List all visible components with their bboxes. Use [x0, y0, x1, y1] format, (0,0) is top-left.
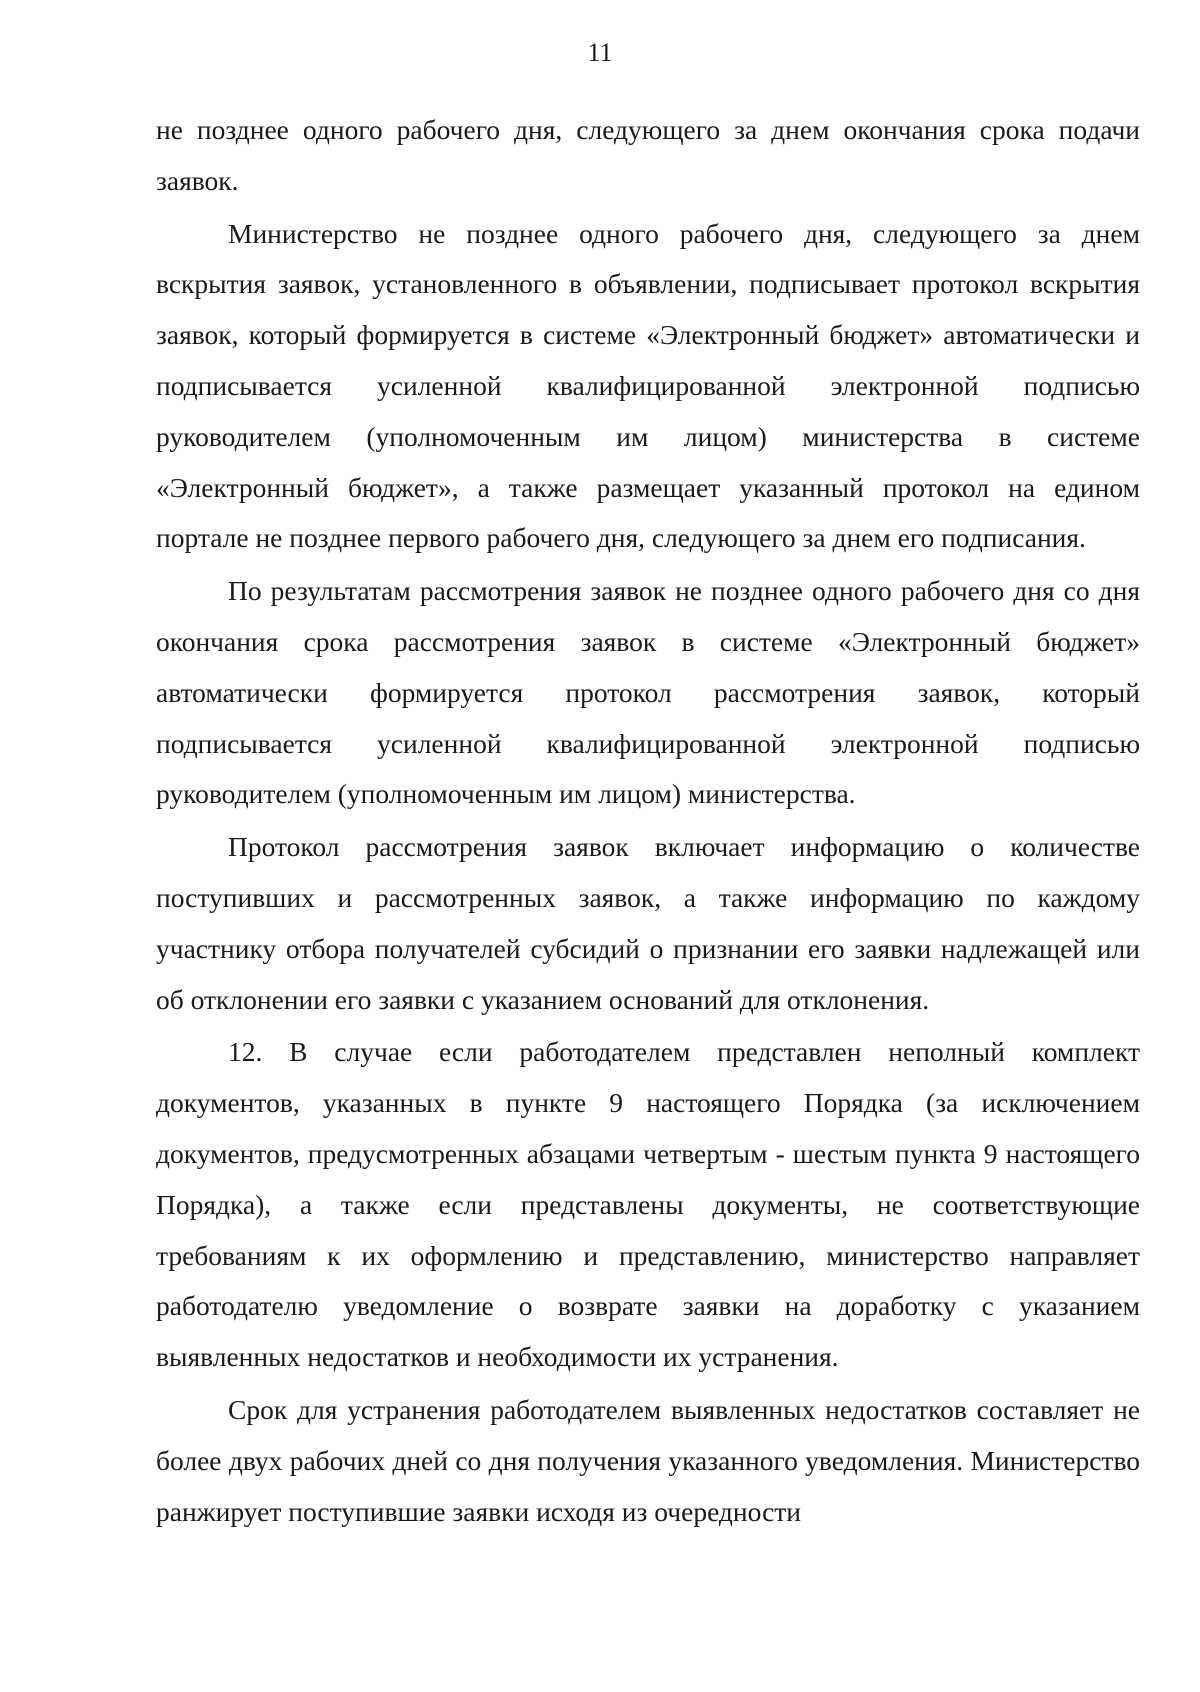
page-number: 11	[587, 38, 613, 67]
paragraph-continuation: не позднее одного рабочего дня, следующего за днем окончания срока подачи заявок.	[156, 114, 1140, 196]
paragraph-deadline-correction: Срок для устранения работодателем выявленных недостатков составляет не более двух рабочих дней со дня получения указанного уведомления. Министерство ранжирует поступившие заявки исходя из очередности	[156, 1393, 1140, 1527]
paragraph-item-12: 12. В случае если работодателем представлен неполный комплект документов, указанных в пункте 9 настоящего Порядка (за исключением документов, предусмотренных абзацами четвертым - шестым пункта 9 настоящего Порядка), а также если представлены документы, не соответствующие требованиям к их оформлению и представлению, министерство направляет работодателю уведомление о возврате заявки на доработку с указанием выявленных недостатков и необходимости их устранения.	[156, 1036, 1140, 1373]
paragraph-review-results: По результатам рассмотрения заявок не позднее одного рабочего дня со дня окончания срока рассмотрения заявок в системе «Электронный бюджет» автоматически формируется протокол рассмотрения заявок, который подписывается усиленной квалифицированной электронной подписью руководителем (уполномоченным им лицом) министерства.	[156, 575, 1140, 810]
paragraph-opening-protocol: Министерство не позднее одного рабочего дня, следующего за днем вскрытия заявок, установленного в объявлении, подписывает протокол вскрытия заявок, который формируется в системе «Электронный бюджет» автоматически и подписывается усиленной квалифицированной электронной подписью руководителем (уполномоченным им лицом) министерства в системе «Электронный бюджет», а также размещает указанный протокол на едином портале не позднее первого рабочего дня, следующего за днем его подписания.	[156, 217, 1140, 554]
document-body	[156, 105, 1140, 1537]
paragraph-review-protocol-contents: Протокол рассмотрения заявок включает информацию о количестве поступивших и рассмотренных заявок, а также информацию по каждому участнику отбора получателей субсидий о признании его заявки надлежащей или об отклонении его заявки с указанием оснований для отклонения.	[156, 831, 1140, 1015]
